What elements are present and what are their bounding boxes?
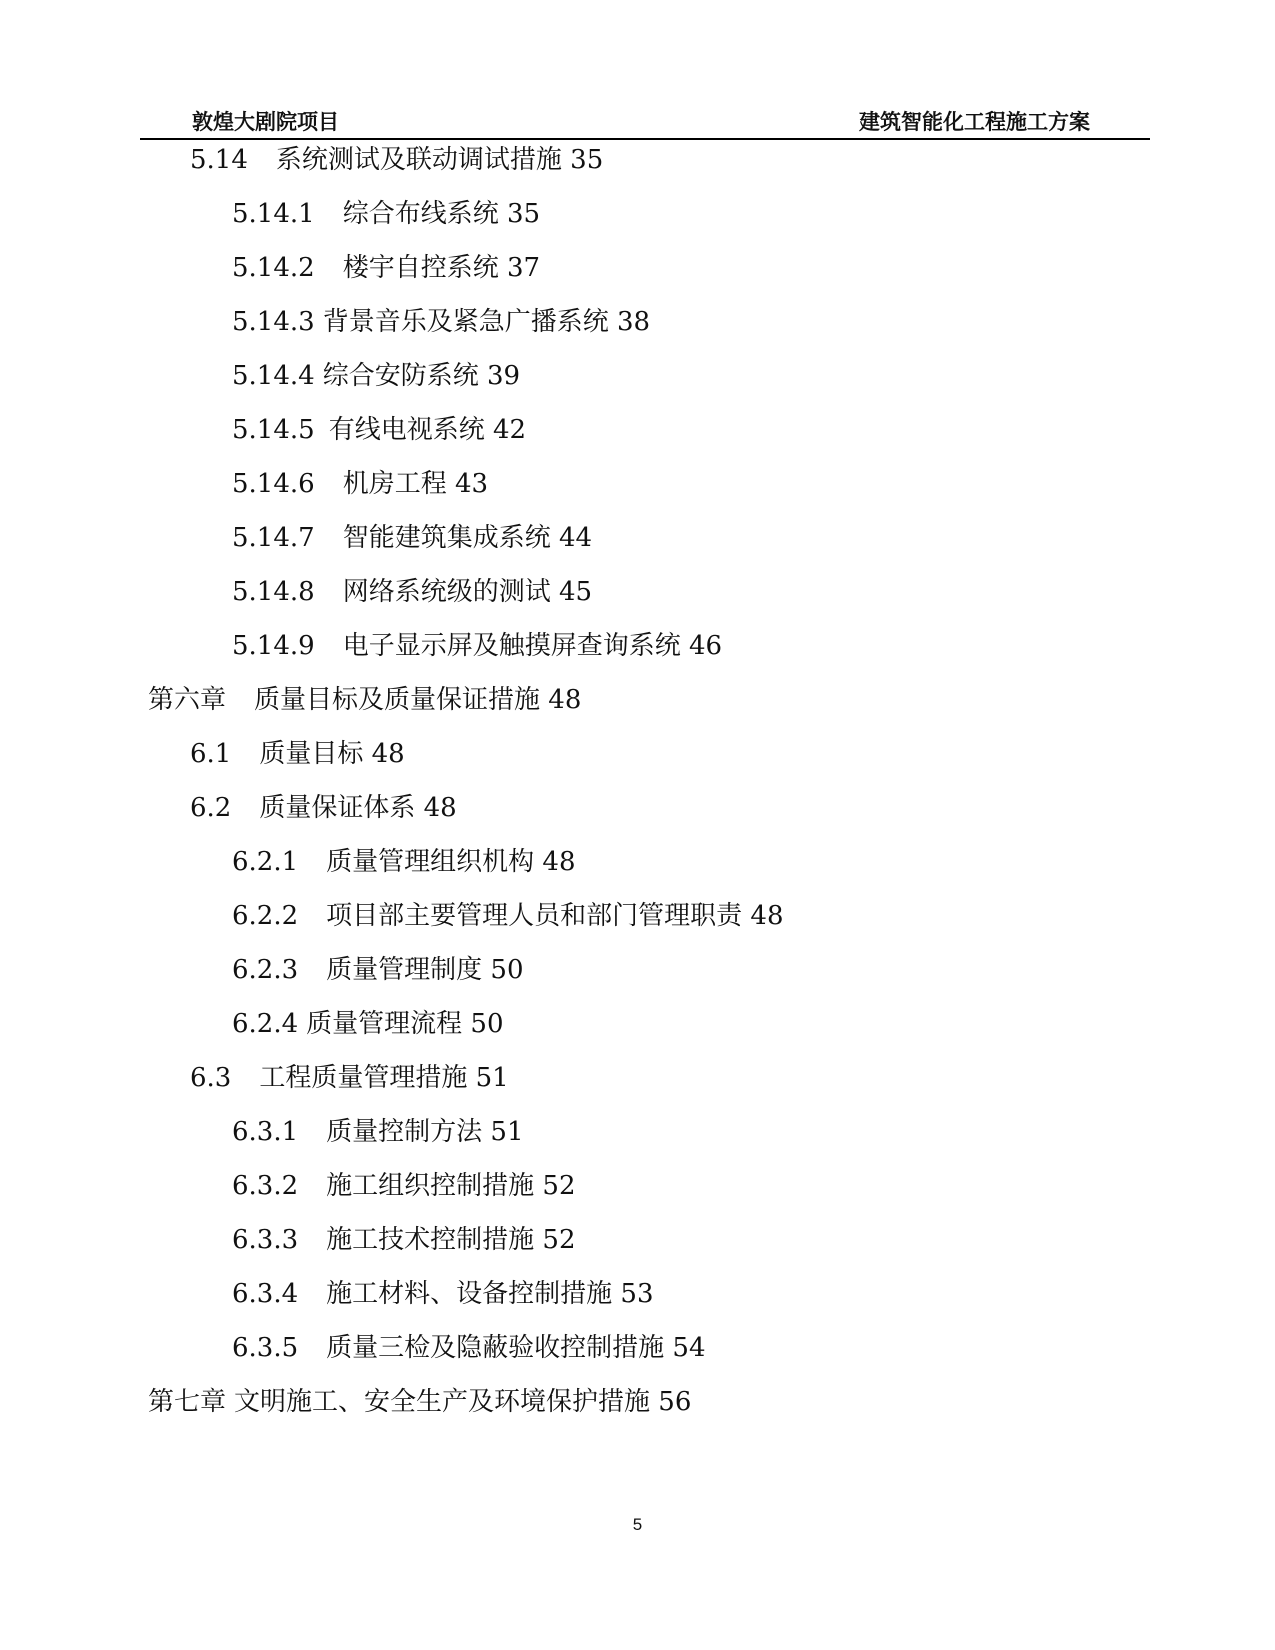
- toc-entry-title: 施工材料、设备控制措施 53: [326, 1279, 654, 1309]
- toc-entry[interactable]: [148, 1386, 691, 1418]
- toc-entry-title: 系统测试及联动调试措施 35: [275, 145, 604, 175]
- toc-entry[interactable]: [232, 468, 488, 500]
- toc-entry-number: 6.2.4: [232, 1009, 299, 1039]
- toc-entry-title: 综合布线系统 35: [342, 199, 541, 229]
- toc-entry-title: 机房工程 43: [342, 469, 489, 499]
- toc-entry-number: 5.14.3: [232, 307, 315, 337]
- toc-entry-title: 有线电视系统 42: [328, 415, 527, 445]
- toc-entry[interactable]: [232, 360, 520, 392]
- toc-entry[interactable]: [232, 1224, 576, 1256]
- toc-entry-title: 质量三检及隐蔽验收控制措施 54: [326, 1333, 706, 1363]
- toc-entry-title: 质量管理流程 50: [306, 1009, 504, 1039]
- header-document-title: 建筑智能化工程施工方案: [859, 110, 1090, 134]
- toc-entry-number: 6.1: [190, 739, 232, 769]
- toc-entry-number: 5.14.9: [232, 631, 315, 661]
- toc-entry-title: 网络系统级的测试 45: [342, 577, 593, 607]
- toc-entry-number: 6.3.3: [232, 1225, 299, 1255]
- toc-entry-number: 6.2.2: [232, 901, 299, 931]
- toc-entry-title: 质量控制方法 51: [326, 1117, 524, 1147]
- toc-entry-title: 文明施工、安全生产及环境保护措施 56: [234, 1387, 692, 1417]
- toc-entry[interactable]: [232, 900, 784, 932]
- toc-entry-title: 质量管理组织机构 48: [326, 847, 576, 877]
- toc-entry[interactable]: [232, 252, 540, 284]
- toc-entry-number: 6.2.1: [232, 847, 299, 877]
- toc-entry[interactable]: [232, 1008, 504, 1040]
- toc-entry-title: 质量目标 48: [259, 739, 405, 769]
- toc-entry-title: 电子显示屏及触摸屏查询系统 46: [342, 631, 723, 661]
- page-number: 5: [632, 1515, 643, 1534]
- toc-entry-number: 6.3.5: [232, 1333, 299, 1363]
- page-header: [140, 98, 1150, 140]
- toc-entry[interactable]: [190, 738, 405, 770]
- toc-entry[interactable]: [232, 414, 526, 446]
- toc-entry-number: 6.3.4: [232, 1279, 299, 1309]
- toc-entry-number: 5.14.4: [232, 361, 315, 391]
- toc-entry[interactable]: [232, 1332, 706, 1364]
- toc-entry-title: 施工技术控制措施 52: [326, 1225, 576, 1255]
- toc-entry-number: 5.14.6: [232, 469, 315, 499]
- toc-entry-number: 6.3: [190, 1063, 232, 1093]
- toc-entry[interactable]: [232, 1170, 576, 1202]
- toc-entry-title: 工程质量管理措施 51: [259, 1063, 509, 1093]
- toc-entry-title: 项目部主要管理人员和部门管理职责 48: [326, 901, 784, 931]
- toc-entry[interactable]: [232, 630, 722, 662]
- toc-entry[interactable]: [232, 1278, 654, 1310]
- toc-entry-number: 6.2.3: [232, 955, 299, 985]
- toc-entry-number: 5.14.1: [232, 199, 315, 229]
- toc-entry-number: 5.14.2: [232, 253, 315, 283]
- toc-entry[interactable]: [232, 198, 540, 230]
- toc-entry[interactable]: [232, 522, 592, 554]
- toc-entry[interactable]: [190, 792, 457, 824]
- toc-entry-number: 6.2: [190, 793, 232, 823]
- toc-entry-number: 第六章: [148, 685, 227, 715]
- toc-entry[interactable]: [232, 1116, 524, 1148]
- toc-entry-title: 质量目标及质量保证措施 48: [254, 685, 582, 715]
- toc-entry[interactable]: [232, 846, 576, 878]
- toc-entry[interactable]: [232, 306, 650, 338]
- toc-entry[interactable]: [190, 1062, 509, 1094]
- toc-entry-number: 6.3.1: [232, 1117, 299, 1147]
- toc-entry-number: 5.14.7: [232, 523, 315, 553]
- toc-entry-title: 质量保证体系 48: [259, 793, 457, 823]
- toc-entry[interactable]: [190, 144, 603, 176]
- toc-entry[interactable]: [232, 954, 524, 986]
- toc-entry-number: 5.14: [190, 145, 248, 175]
- toc-entry-title: 背景音乐及紧急广播系统 38: [322, 307, 651, 337]
- toc-entry[interactable]: [232, 576, 592, 608]
- toc-entry-number: 5.14.8: [232, 577, 315, 607]
- toc-entry-title: 楼宇自控系统 37: [342, 253, 541, 283]
- toc-entry[interactable]: [148, 684, 581, 716]
- toc-entry-number: 6.3.2: [232, 1171, 299, 1201]
- toc-entry-title: 综合安防系统 39: [322, 361, 521, 391]
- toc-entry-title: 质量管理制度 50: [326, 955, 524, 985]
- header-project-name: 敦煌大剧院项目: [192, 110, 339, 134]
- toc-entry-title: 施工组织控制措施 52: [326, 1171, 576, 1201]
- toc-entry-number: 5.14.5: [232, 415, 315, 445]
- toc-entry-title: 智能建筑集成系统 44: [342, 523, 593, 553]
- toc-entry-number: 第七章: [148, 1387, 227, 1417]
